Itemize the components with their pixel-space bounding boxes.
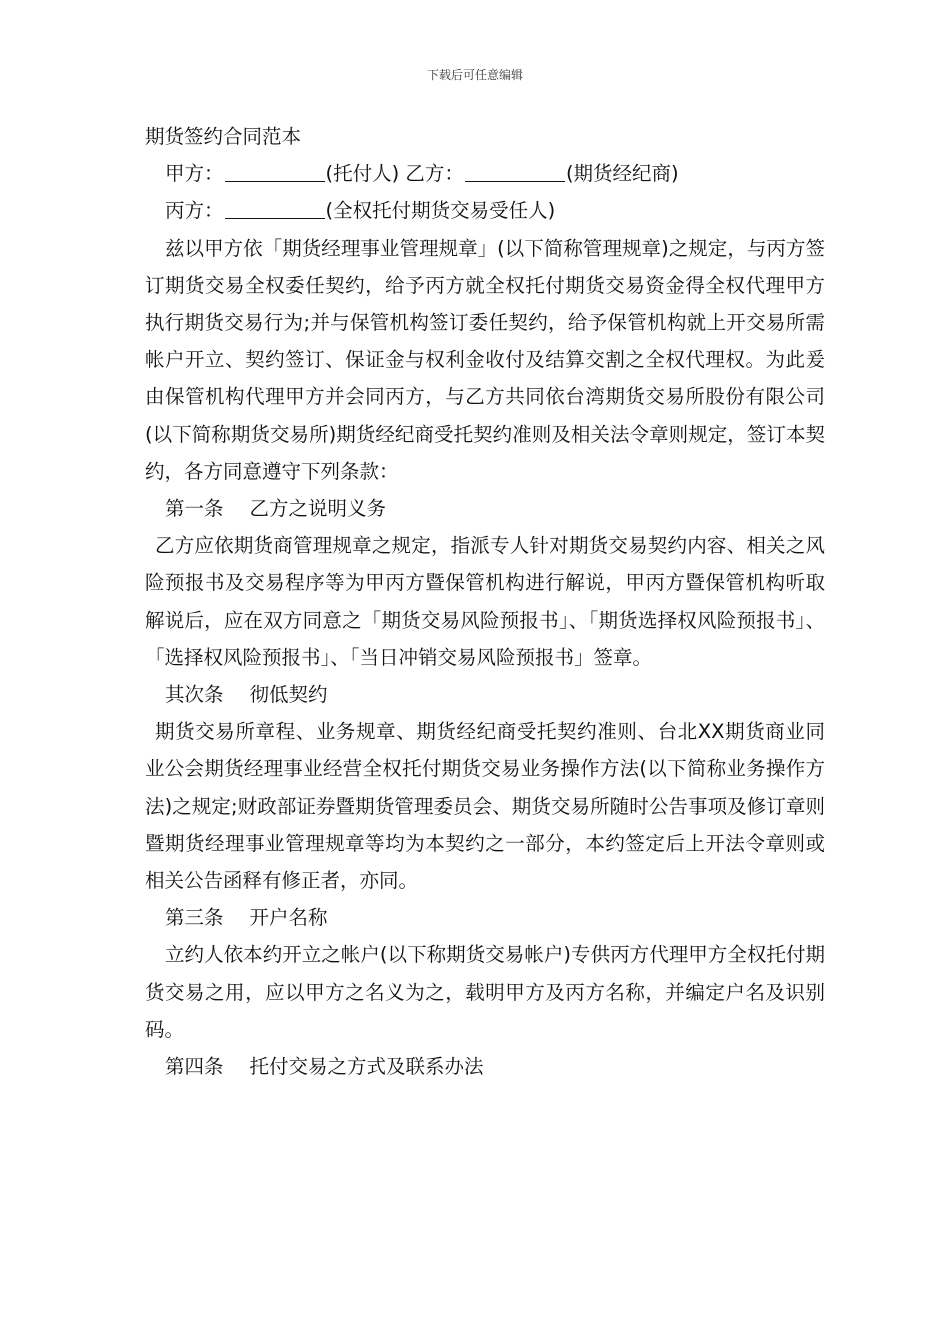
article-title: 开户名称 <box>249 906 328 930</box>
article-title: 乙方之说明义务 <box>249 497 387 521</box>
article-body-3: 立约人依本约开立之帐户(以下称期货交易帐户)专供丙方代理甲方全权托付期货交易之用，应以甲方之名义为之，载明甲方及丙方名称，并编定户名及识别码。 <box>145 943 825 1041</box>
document-body <box>145 118 825 1085</box>
article-title: 彻低契约 <box>249 683 328 707</box>
party-a-label: 甲方： <box>165 162 224 186</box>
party-a-role: (托付人) 乙方： <box>325 162 464 186</box>
party-b-role: (期货经纪商) <box>565 162 679 186</box>
article-body-2: 期货交易所章程、业务规章、期货经纪商受托契约准则、台北XX期货商业同业公会期货经理事业经营全权托付期货交易业务操作方法(以下简称业务操作方法)之规定;财政部证券暨期货管理委员会、期货交易所随时公告事项及修订章则暨期货经理事业管理规章等均为本契约之一部分，本约签定后上开法令章则或相关公告函释有修正者，亦同。 <box>145 720 825 893</box>
article-body-1: 乙方应依期货商管理规章之规定，指派专人针对期货交易契约内容、相关之风险预报书及交易程序等为甲丙方暨保管机构进行解说，甲丙方暨保管机构听取解说后，应在双方同意之「期货交易风险预报书」、「期货选择权风险预报书」、「选择权风险预报书」、「当日冲销交易风险预报书」签章。 <box>145 534 825 669</box>
article-heading-2 <box>145 676 825 713</box>
article-number: 第一条 <box>165 497 224 521</box>
party-line-a-b <box>145 155 825 192</box>
party-c-blank <box>225 198 325 219</box>
party-b-blank <box>465 161 565 182</box>
document-title: 期货签约合同范本 <box>145 125 302 148</box>
party-line-c <box>145 192 825 229</box>
preamble-paragraph: 兹以甲方依「期货经理事业管理规章」(以下简称管理规章)之规定，与丙方签订期货交易全权委任契约，给予丙方就全权托付期货交易资金得全权代理甲方执行期货交易行为;并与保管机构签订委任契约，给予保管机构就上开交易所需帐户开立、契约签订、保证金与权利金收付及结算交割之全权代理权。为此爰由保管机构代理甲方并会同丙方，与乙方共同依台湾期货交易所股份有限公司(以下简称期货交易所)期货经纪商受托契约准则及相关法令章则规定，签订本契约，各方同意遵守下列条款： <box>145 236 825 483</box>
party-a-blank <box>225 161 325 182</box>
article-number: 第四条 <box>165 1055 224 1079</box>
article-heading-3 <box>145 899 825 936</box>
article-heading-4 <box>145 1048 825 1085</box>
party-c-label: 丙方： <box>165 199 224 223</box>
article-heading-1 <box>145 490 825 527</box>
article-title: 托付交易之方式及联系办法 <box>249 1055 484 1079</box>
page-header-note: 下载后可任意编辑 <box>426 68 523 82</box>
party-c-role: (全权托付期货交易受任人) <box>325 199 556 223</box>
article-number: 第三条 <box>165 906 224 930</box>
article-number: 其次条 <box>165 683 224 707</box>
